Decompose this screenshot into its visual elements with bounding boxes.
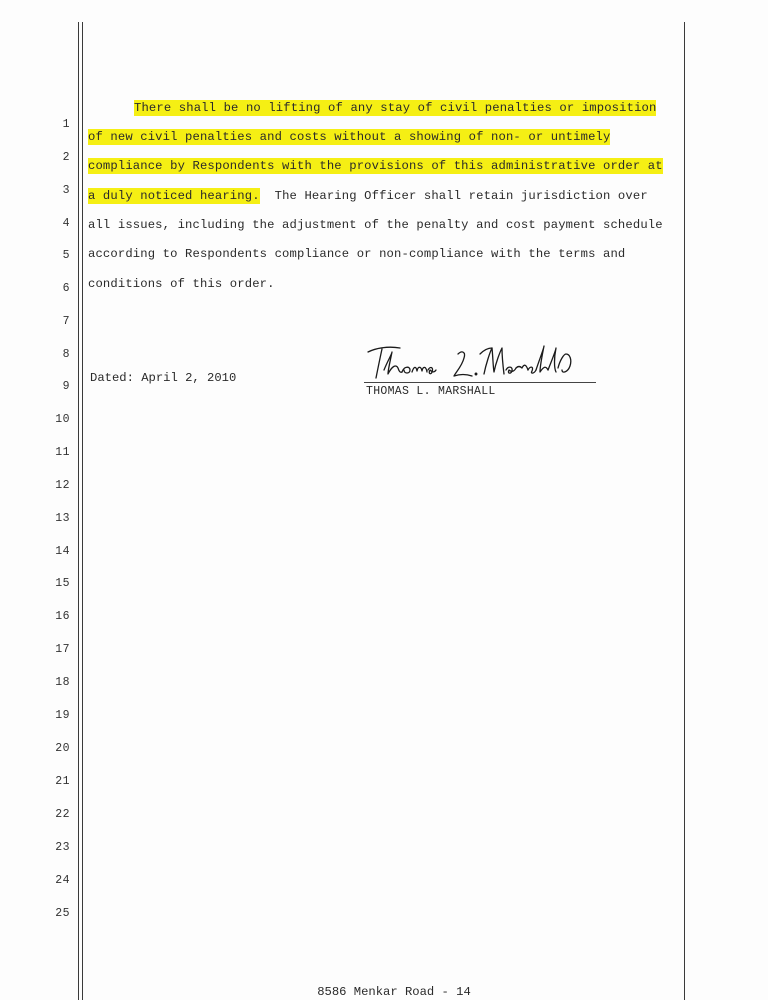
highlighted-text: a duly noticed hearing.: [88, 189, 260, 203]
signature-line: [364, 382, 596, 383]
signer-name: THOMAS L. MARSHALL: [366, 385, 496, 398]
highlighted-text: compliance by Respondents with the provisions of this administrative order at: [88, 159, 663, 173]
paragraph-line: according to Respondents compliance or non-compliance with the terms and: [88, 247, 626, 261]
line-number: 23: [55, 841, 70, 854]
highlighted-text: There shall be no lifting of any stay of civil penalties or imposition: [134, 101, 657, 115]
paragraph-line: conditions of this order.: [88, 277, 275, 291]
line-number: 21: [55, 775, 70, 788]
line-number: 9: [62, 380, 70, 393]
line-number: 18: [55, 676, 70, 689]
margin-rule-left-outer: [78, 22, 79, 1000]
line-number: 24: [55, 874, 70, 887]
line-number: 15: [55, 577, 70, 590]
paragraph-line: all issues, including the adjustment of the penalty and cost payment schedule: [88, 218, 663, 232]
paragraph-line: [88, 129, 610, 145]
line-number: 4: [62, 217, 70, 230]
line-number: 2: [62, 151, 70, 164]
line-number: 7: [62, 315, 70, 328]
margin-rule-right: [684, 22, 685, 1000]
line-number: 1: [62, 118, 70, 131]
paragraph-line: [88, 158, 663, 174]
paragraph-text: The Hearing Officer shall retain jurisdiction over: [259, 189, 648, 203]
line-number: 11: [55, 446, 70, 459]
line-number: 5: [62, 249, 70, 262]
line-number: 17: [55, 643, 70, 656]
line-number: 8: [62, 348, 70, 361]
paragraph-line: [134, 100, 656, 116]
line-number: 10: [55, 413, 70, 426]
margin-rule-left-inner: [82, 22, 83, 1000]
line-number: 14: [55, 545, 70, 558]
line-number: 13: [55, 512, 70, 525]
line-number: 20: [55, 742, 70, 755]
line-number: 6: [62, 282, 70, 295]
paragraph-line: [88, 188, 648, 204]
line-number: 19: [55, 709, 70, 722]
line-number: 25: [55, 907, 70, 920]
line-number: 12: [55, 479, 70, 492]
line-number: 3: [62, 184, 70, 197]
dated-line: Dated: April 2, 2010: [90, 371, 237, 385]
page-footer: 8586 Menkar Road - 14: [317, 985, 471, 999]
highlighted-text: of new civil penalties and costs without a showing of non- or untimely: [88, 130, 611, 144]
line-number: 16: [55, 610, 70, 623]
line-number: 22: [55, 808, 70, 821]
handwritten-signature: [366, 340, 586, 384]
